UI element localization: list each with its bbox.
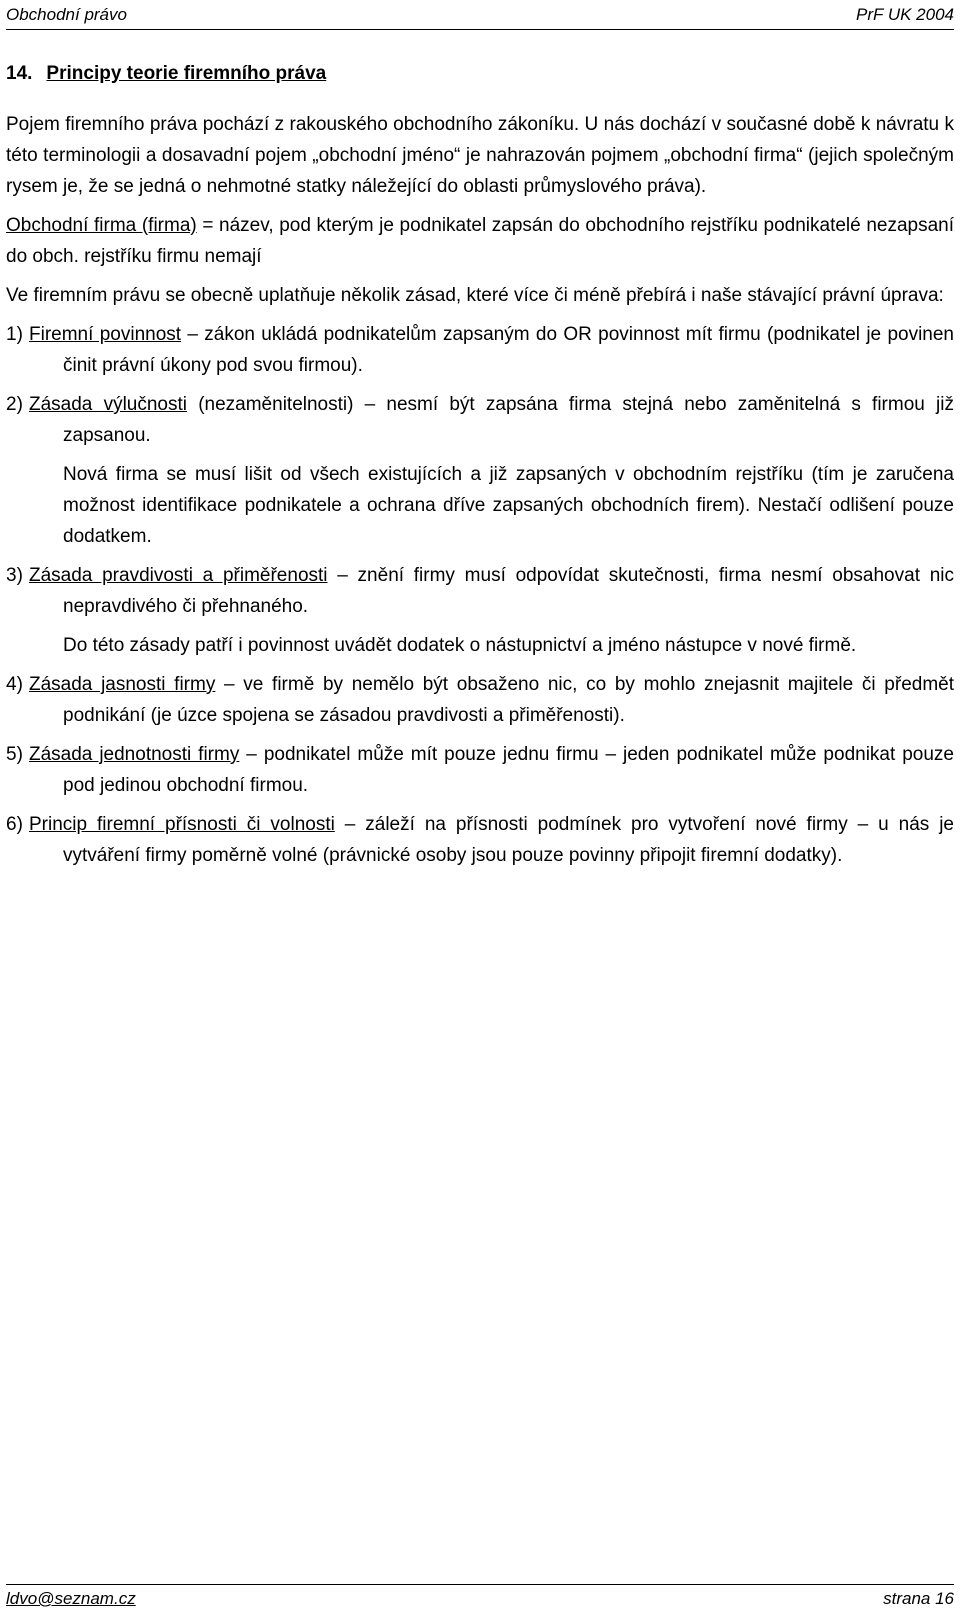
definition-text: = název, pod kterým je podnikatel zapsán do obchodního rejstříku podnikatelé nezapsaní do obch. rejstříku firmu nemají bbox=[6, 215, 954, 267]
footer-email-link[interactable]: ldvo@seznam.cz bbox=[6, 1589, 136, 1608]
principle-name: Zásada jednotnosti firmy bbox=[29, 744, 240, 765]
principle-text: (nezaměnitelnosti) – nesmí být zapsána firma stejná nebo zaměnitelná s firmou již zapsanou. bbox=[63, 394, 954, 446]
page-content bbox=[6, 58, 954, 879]
principle-label: 4) bbox=[6, 674, 23, 695]
definition-paragraph bbox=[6, 210, 954, 272]
principle-note-2: Nová firma se musí lišit od všech existujících a již zapsaných v obchodním rejstříku (tím je zaručena možnost identifikace podnikatele a ochrana dříve zapsaných obchodních firem). Nestačí odlišení pouze dodatkem. bbox=[63, 464, 954, 547]
principle-label: 5) bbox=[6, 744, 23, 765]
page-footer bbox=[6, 1584, 954, 1611]
principle-item-6 bbox=[6, 809, 954, 871]
principle-label: 6) bbox=[6, 814, 23, 835]
principle-text: – záleží na přísnosti podmínek pro vytvoření nové firmy – u nás je vytváření firmy poměrně volné (právnické osoby jsou pouze povinny připojit firemní dodatky). bbox=[63, 814, 954, 866]
page-number: strana 16 bbox=[883, 1589, 954, 1608]
header-source: PrF UK 2004 bbox=[856, 5, 954, 24]
section-title: Principy teorie firemního práva bbox=[46, 63, 327, 84]
principle-text: – znění firmy musí odpovídat skutečnosti, firma nesmí obsahovat nic nepravdivého či přehnaného. bbox=[63, 565, 954, 617]
principles-intro: Ve firemním právu se obecně uplatňuje několik zásad, které více či méně přebírá i naše stávající právní úprava: bbox=[6, 285, 944, 306]
principle-name: Princip firemní přísnosti či volnosti bbox=[29, 814, 335, 835]
principle-item-5 bbox=[6, 739, 954, 801]
principle-name: Zásada pravdivosti a přiměřenosti bbox=[29, 565, 328, 586]
principle-item-4 bbox=[6, 669, 954, 731]
header-title: Obchodní právo bbox=[6, 5, 127, 24]
principle-name: Firemní povinnost bbox=[29, 324, 182, 345]
principle-note-3: Do této zásady patří i povinnost uvádět dodatek o nástupnictví a jméno nástupce v nové firmě. bbox=[63, 635, 857, 656]
section-number: 14. bbox=[6, 63, 33, 84]
section-heading bbox=[6, 58, 954, 89]
intro-paragraph: Pojem firemního práva pochází z rakouského obchodního zákoníku. U nás dochází v současné době k návratu k této terminologii a dosavadní pojem „obchodní jméno“ je nahrazován pojmem „obchodní firma“ (jejich společným rysem je, že se jedná o nehmotné statky náležející do oblasti průmyslového práva). bbox=[6, 114, 954, 197]
principle-item-3 bbox=[6, 560, 954, 622]
principle-item-1: 1) Firemní povinnost – zákon ukládá podnikatelům zapsaným do OR povinnost mít firmu (podnikatel je povinen činit právní úkony pod svou firmou). bbox=[6, 319, 954, 381]
principle-text: – ve firmě by nemělo být obsaženo nic, co by mohlo znejasnit majitele či předmět podnikání (je úzce spojena se zásadou pravdivosti a přiměřenosti). bbox=[63, 674, 955, 726]
page-header bbox=[6, 3, 954, 30]
principle-name: Zásada jasnosti firmy bbox=[29, 674, 216, 695]
principle-text: zákon ukládá podnikatelům zapsaným do OR povinnost mít firmu (podnikatel je povinen činit právní úkony pod svou firmou). bbox=[63, 324, 954, 376]
principle-label: 1) bbox=[6, 324, 23, 345]
principle-label: 3) bbox=[6, 565, 23, 586]
principle-name: Zásada výlučnosti bbox=[29, 394, 187, 415]
principle-text: – podnikatel může mít pouze jednu firmu – jeden podnikatel může podnikat pouze pod jedinou obchodní firmou. bbox=[63, 744, 954, 796]
definition-term: Obchodní firma (firma) bbox=[6, 215, 197, 236]
principle-item-2 bbox=[6, 389, 954, 451]
principle-label: 2) bbox=[6, 394, 23, 415]
